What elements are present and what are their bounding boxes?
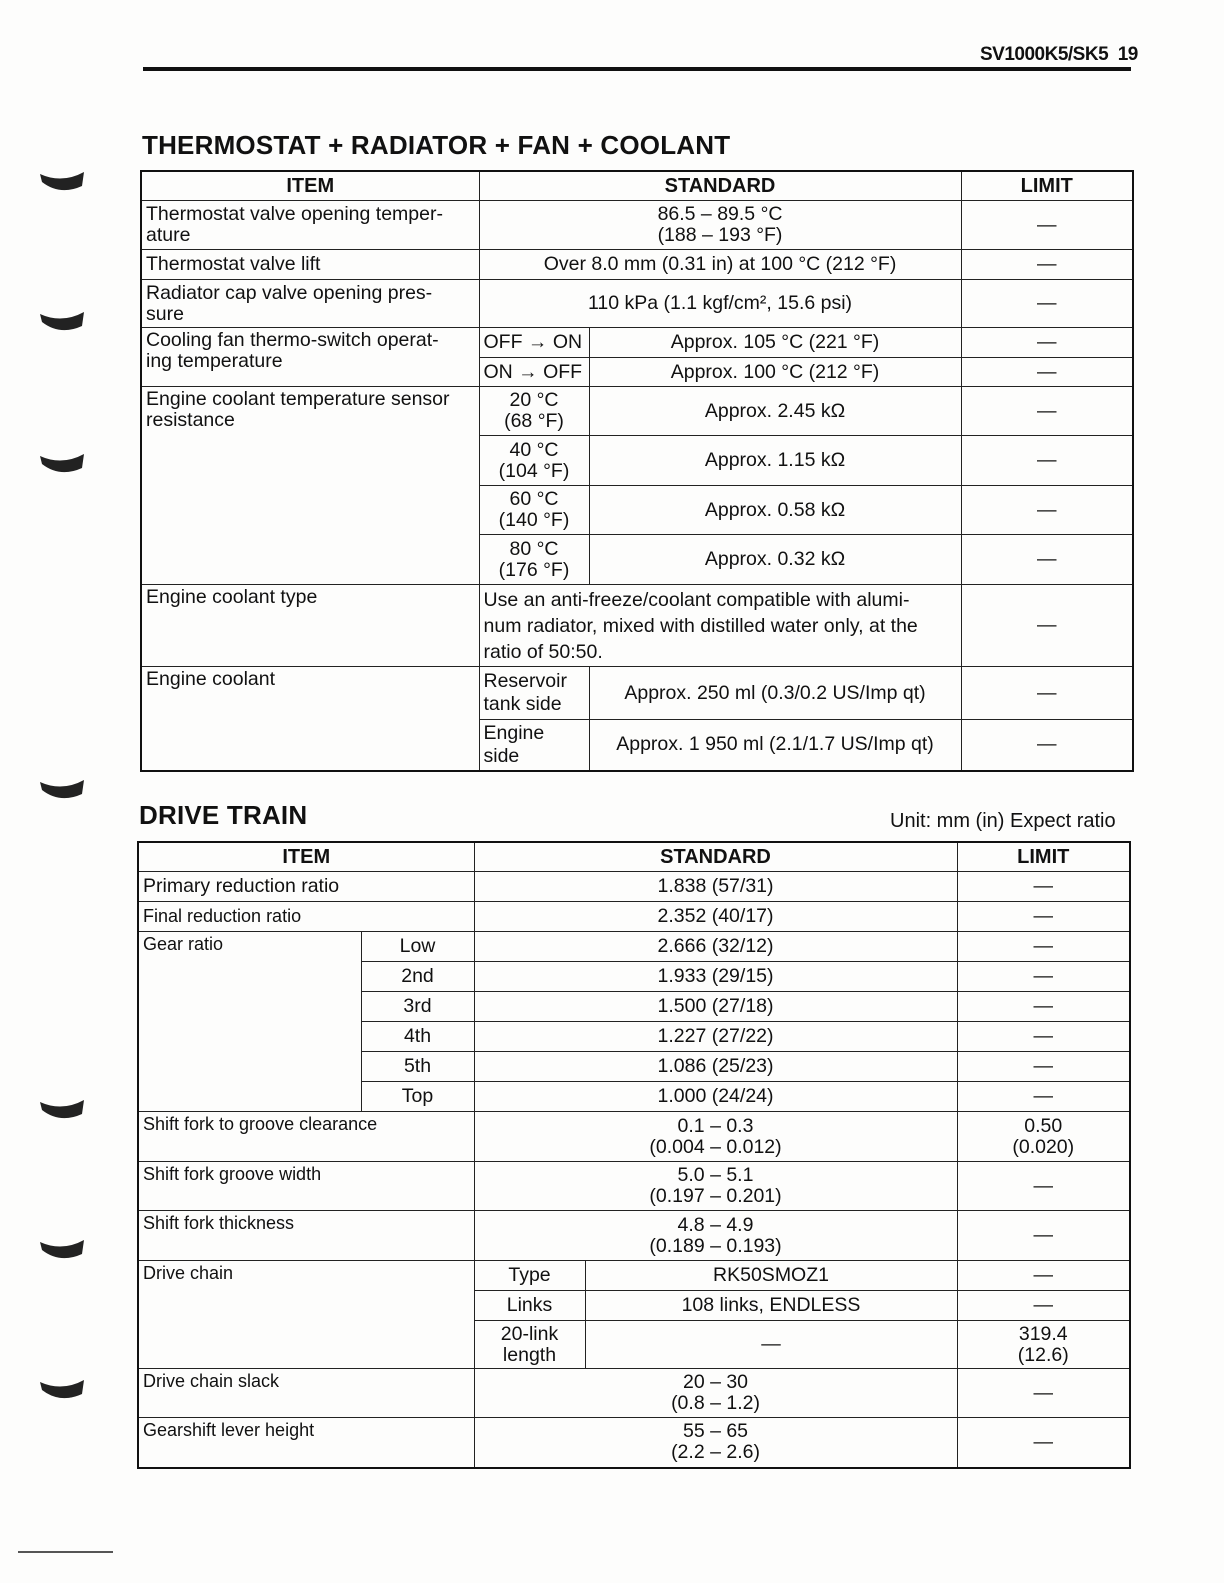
standard-cell: Approx. 100 °C (212 °F) xyxy=(589,358,961,387)
standard-cell: 1.500 (27/18) xyxy=(474,992,957,1022)
chain-label-cell: Links xyxy=(474,1291,585,1321)
condition-cell: OFF → ON xyxy=(479,328,589,358)
table-row xyxy=(141,201,1133,250)
col-header-standard: STANDARD xyxy=(474,842,957,872)
gear-cell: 5th xyxy=(361,1052,474,1082)
limit-cell: — xyxy=(957,1291,1130,1321)
header-rule xyxy=(143,67,1131,71)
limit-cell: — xyxy=(957,1022,1130,1052)
standard-cell: Approx. 1.15 kΩ xyxy=(589,436,961,486)
model-code: SV1000K5/SK5 xyxy=(980,44,1109,65)
gear-cell: 3rd xyxy=(361,992,474,1022)
chain-label-cell: Type xyxy=(474,1261,585,1291)
standard-cell: RK50SMOZ1 xyxy=(585,1261,957,1291)
table-row xyxy=(141,328,1133,358)
standard-cell: Approx. 250 ml (0.3/0.2 US/Imp qt) xyxy=(589,667,961,720)
limit-cell: — xyxy=(961,535,1133,585)
item-cell: Engine coolant type xyxy=(141,585,479,667)
item-cell: Gear ratio xyxy=(138,932,361,1112)
standard-cell: 4.8 – 4.9 (0.189 – 0.193) xyxy=(474,1211,957,1261)
temperature-cell: 60 °C (140 °F) xyxy=(479,486,589,535)
limit-cell: — xyxy=(961,250,1133,280)
thermostat-table xyxy=(140,170,1134,772)
gear-cell: 4th xyxy=(361,1022,474,1052)
item-cell: Shift fork to groove clearance xyxy=(138,1112,474,1162)
standard-cell: 20 – 30 (0.8 – 1.2) xyxy=(474,1369,957,1418)
table-row xyxy=(138,902,1130,932)
limit-cell: — xyxy=(957,902,1130,932)
item-cell: Drive chain xyxy=(138,1261,474,1369)
col-header-item: ITEM xyxy=(141,171,479,201)
col-header-limit: LIMIT xyxy=(957,842,1130,872)
standard-cell: 1.933 (29/15) xyxy=(474,962,957,992)
item-cell: Primary reduction ratio xyxy=(138,872,474,902)
limit-cell: — xyxy=(961,201,1133,250)
limit-cell: 319.4 (12.6) xyxy=(957,1321,1130,1369)
limit-cell: — xyxy=(961,358,1133,387)
item-cell: Shift fork thickness xyxy=(138,1211,474,1261)
item-cell: Thermostat valve lift xyxy=(141,250,479,280)
standard-cell: 1.838 (57/31) xyxy=(474,872,957,902)
item-cell: Cooling fan thermo-switch operat- ing temperature xyxy=(141,328,479,387)
standard-cell: 1.000 (24/24) xyxy=(474,1082,957,1112)
limit-cell: — xyxy=(961,486,1133,535)
table-row xyxy=(138,872,1130,902)
standard-cell: 110 kPa (1.1 kgf/cm², 15.6 psi) xyxy=(479,280,961,328)
binder-mark xyxy=(38,452,86,474)
table-row xyxy=(138,932,1130,962)
limit-cell: — xyxy=(961,667,1133,720)
standard-cell: Use an anti-freeze/coolant compatible with alumi- num radiator, mixed with distilled water only, at the ratio of 50:50. xyxy=(479,585,961,667)
standard-cell: Approx. 2.45 kΩ xyxy=(589,387,961,436)
unit-note: Unit: mm (in) Expect ratio xyxy=(890,810,1116,832)
standard-cell: Approx. 0.32 kΩ xyxy=(589,535,961,585)
table-row xyxy=(138,1211,1130,1261)
limit-cell: — xyxy=(961,328,1133,358)
limit-cell: — xyxy=(961,387,1133,436)
binder-mark xyxy=(38,778,86,800)
standard-cell: Approx. 1 950 ml (2.1/1.7 US/Imp qt) xyxy=(589,720,961,771)
limit-cell: — xyxy=(957,1052,1130,1082)
limit-cell: — xyxy=(957,992,1130,1022)
standard-cell: 2.352 (40/17) xyxy=(474,902,957,932)
standard-cell: 2.666 (32/12) xyxy=(474,932,957,962)
standard-cell: Over 8.0 mm (0.31 in) at 100 °C (212 °F) xyxy=(479,250,961,280)
temperature-cell: 20 °C (68 °F) xyxy=(479,387,589,436)
limit-cell: — xyxy=(957,872,1130,902)
standard-cell: — xyxy=(585,1321,957,1369)
page-number: 19 xyxy=(1117,44,1138,65)
table-row xyxy=(141,387,1133,436)
binder-mark xyxy=(38,170,86,192)
gear-cell: 2nd xyxy=(361,962,474,992)
limit-cell: — xyxy=(961,720,1133,771)
limit-cell: — xyxy=(961,280,1133,328)
side-cell: Engine side xyxy=(479,720,589,771)
table-row xyxy=(141,667,1133,720)
binder-mark xyxy=(38,1098,86,1120)
side-cell: Reservoir tank side xyxy=(479,667,589,720)
chain-label-cell: 20-link length xyxy=(474,1321,585,1369)
table-row xyxy=(138,1369,1130,1418)
standard-cell: Approx. 0.58 kΩ xyxy=(589,486,961,535)
limit-cell: — xyxy=(957,1418,1130,1468)
page-header xyxy=(980,44,1138,66)
temperature-cell: 80 °C (176 °F) xyxy=(479,535,589,585)
standard-cell: 1.086 (25/23) xyxy=(474,1052,957,1082)
binder-mark xyxy=(38,1378,86,1400)
limit-cell: 0.50 (0.020) xyxy=(957,1112,1130,1162)
standard-cell: 108 links, ENDLESS xyxy=(585,1291,957,1321)
limit-cell: — xyxy=(957,1082,1130,1112)
condition-cell: ON → OFF xyxy=(479,358,589,387)
limit-cell: — xyxy=(957,962,1130,992)
limit-cell: — xyxy=(957,1211,1130,1261)
item-cell: Final reduction ratio xyxy=(138,902,474,932)
table-row xyxy=(141,280,1133,328)
table-header-row xyxy=(138,842,1130,872)
limit-cell: — xyxy=(957,1261,1130,1291)
item-cell: Radiator cap valve opening pres- sure xyxy=(141,280,479,328)
temperature-cell: 40 °C (104 °F) xyxy=(479,436,589,486)
item-cell: Drive chain slack xyxy=(138,1369,474,1418)
limit-cell: — xyxy=(961,436,1133,486)
item-cell: Gearshift lever height xyxy=(138,1418,474,1468)
table-row xyxy=(138,1261,1130,1291)
item-cell: Thermostat valve opening temper- ature xyxy=(141,201,479,250)
table-header-row xyxy=(141,171,1133,201)
section-title-thermostat: THERMOSTAT + RADIATOR + FAN + COOLANT xyxy=(142,130,731,160)
table-row xyxy=(138,1418,1130,1468)
table-row xyxy=(138,1162,1130,1211)
col-header-standard: STANDARD xyxy=(479,171,961,201)
table-row xyxy=(141,585,1133,667)
item-cell: Engine coolant xyxy=(141,667,479,771)
standard-cell: 55 – 65 (2.2 – 2.6) xyxy=(474,1418,957,1468)
table-row xyxy=(141,250,1133,280)
standard-cell: 86.5 – 89.5 °C (188 – 193 °F) xyxy=(479,201,961,250)
col-header-item: ITEM xyxy=(138,842,474,872)
table-row xyxy=(138,1112,1130,1162)
standard-cell: 1.227 (27/22) xyxy=(474,1022,957,1052)
gear-cell: Top xyxy=(361,1082,474,1112)
standard-cell: 0.1 – 0.3 (0.004 – 0.012) xyxy=(474,1112,957,1162)
page-edge-line xyxy=(18,1551,113,1553)
binder-mark xyxy=(38,1238,86,1260)
drive-train-table xyxy=(137,841,1131,1469)
standard-cell: Approx. 105 °C (221 °F) xyxy=(589,328,961,358)
section-title-drive-train: DRIVE TRAIN xyxy=(139,800,308,830)
limit-cell: — xyxy=(961,585,1133,667)
binder-mark xyxy=(38,310,86,332)
item-cell: Shift fork groove width xyxy=(138,1162,474,1211)
col-header-limit: LIMIT xyxy=(961,171,1133,201)
gear-cell: Low xyxy=(361,932,474,962)
standard-cell: 5.0 – 5.1 (0.197 – 0.201) xyxy=(474,1162,957,1211)
limit-cell: — xyxy=(957,932,1130,962)
limit-cell: — xyxy=(957,1162,1130,1211)
limit-cell: — xyxy=(957,1369,1130,1418)
item-cell: Engine coolant temperature sensor resistance xyxy=(141,387,479,585)
